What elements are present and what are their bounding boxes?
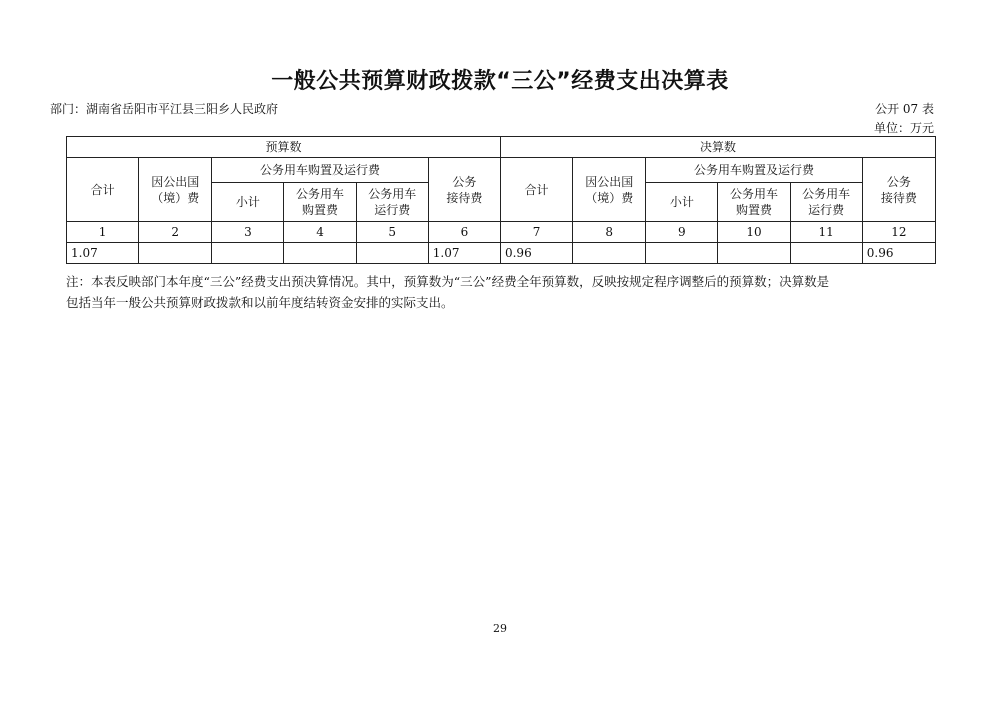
- column-number: 10: [718, 222, 790, 243]
- budget-operation-header: 公务用车 运行费: [356, 183, 428, 222]
- budget-operation-value: [356, 243, 428, 264]
- final-reception-value: 0.96: [862, 243, 935, 264]
- department-label: 部门：湖南省岳阳市平江县三阳乡人民政府: [50, 102, 279, 116]
- table-note: [66, 271, 966, 313]
- budget-purchase-header: 公务用车 购置费: [284, 183, 356, 222]
- final-total-header: 合计: [500, 158, 572, 222]
- budget-total-value: 1.07: [67, 243, 139, 264]
- final-operation-header: 公务用车 运行费: [790, 183, 862, 222]
- budget-reception-value: 1.07: [428, 243, 500, 264]
- budget-group-header: 预算数: [67, 137, 501, 158]
- column-number: 11: [790, 222, 862, 243]
- budget-purchase-value: [284, 243, 356, 264]
- column-number: 7: [500, 222, 572, 243]
- group-header-row: [67, 137, 936, 158]
- note-line: 注：本表反映部门本年度“三公”经费支出预决算情况。其中，预算数为“三公”经费全年预算数，反映按规定程序调整后的预算数；决算数是: [66, 274, 830, 289]
- budget-reception-header: 公务 接待费: [428, 158, 500, 222]
- final-operation-value: [790, 243, 862, 264]
- final-abroad-header: 因公出国 （境）费: [573, 158, 646, 222]
- column-number: 6: [428, 222, 500, 243]
- final-group-header: 决算数: [500, 137, 935, 158]
- final-subtotal-header: 小计: [646, 183, 718, 222]
- column-number: 9: [646, 222, 718, 243]
- final-reception-header: 公务 接待费: [862, 158, 935, 222]
- table-row: [67, 243, 936, 264]
- column-number: 3: [212, 222, 284, 243]
- budget-subtotal-value: [212, 243, 284, 264]
- unit-label: 单位：万元: [873, 121, 934, 135]
- column-number-row: [67, 222, 936, 243]
- final-total-value: 0.96: [500, 243, 572, 264]
- budget-vehicle-header: 公务用车购置及运行费: [212, 158, 428, 183]
- page-number: 29: [493, 622, 507, 635]
- budget-subtotal-header: 小计: [212, 183, 284, 222]
- sub-header-row: [67, 158, 936, 183]
- column-number: 12: [862, 222, 935, 243]
- final-purchase-value: [718, 243, 790, 264]
- column-number: 1: [67, 222, 139, 243]
- column-number: 5: [356, 222, 428, 243]
- column-number: 8: [573, 222, 646, 243]
- final-abroad-value: [573, 243, 646, 264]
- final-vehicle-header: 公务用车购置及运行费: [646, 158, 862, 183]
- note-line: 包括当年一般公共预算财政拨款和以前年度结转资金安排的实际支出。: [66, 295, 454, 310]
- form-number: 公开 07 表: [875, 102, 934, 116]
- column-number: 4: [284, 222, 356, 243]
- three-public-expenditure-table: [66, 136, 936, 264]
- document-title: 一般公共预算财政拨款“三公”经费支出决算表: [271, 69, 729, 94]
- final-subtotal-value: [646, 243, 718, 264]
- budget-total-header: 合计: [67, 158, 139, 222]
- budget-abroad-value: [139, 243, 212, 264]
- final-purchase-header: 公务用车 购置费: [718, 183, 790, 222]
- column-number: 2: [139, 222, 212, 243]
- budget-abroad-header: 因公出国 （境）费: [139, 158, 212, 222]
